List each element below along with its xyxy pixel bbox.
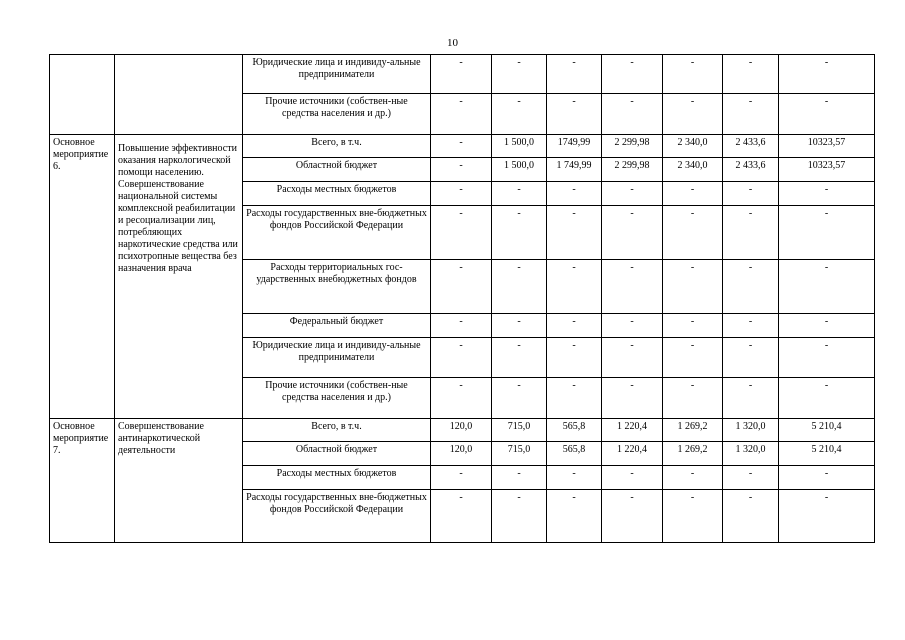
value-cell: - (431, 314, 492, 338)
value-cell: - (547, 466, 602, 490)
value-cell: 5 210,4 (779, 419, 875, 442)
value-cell: - (723, 94, 779, 135)
value-cell: 1 320,0 (723, 442, 779, 466)
value-cell: - (602, 94, 663, 135)
table-row (50, 419, 875, 442)
value-cell: - (723, 182, 779, 206)
value-cell: - (602, 490, 663, 543)
value-cell: - (547, 94, 602, 135)
value-cell: - (723, 314, 779, 338)
table-row (50, 55, 875, 94)
value-cell: - (779, 314, 875, 338)
value-cell: - (431, 158, 492, 182)
value-cell: - (547, 206, 602, 260)
value-cell: 1749,99 (547, 135, 602, 158)
value-cell: - (492, 490, 547, 543)
value-cell: 2 299,98 (602, 158, 663, 182)
funding-source: Юридические лица и индивиду-альные предприниматели (243, 55, 431, 94)
funding-source: Расходы местных бюджетов (243, 182, 431, 206)
value-cell: - (547, 55, 602, 94)
value-cell: - (547, 260, 602, 314)
value-cell: - (431, 182, 492, 206)
funding-source: Прочие источники (собствен-ные средства населения и др.) (243, 378, 431, 419)
value-cell: - (779, 338, 875, 378)
page-number: 10 (447, 37, 458, 49)
funding-source: Расходы местных бюджетов (243, 466, 431, 490)
funding-source: Всего, в т.ч. (243, 135, 431, 158)
value-cell: - (723, 260, 779, 314)
value-cell: - (779, 466, 875, 490)
value-cell: - (779, 378, 875, 419)
value-cell: 120,0 (431, 419, 492, 442)
measure-label: Основное мероприятие 6. (50, 135, 115, 419)
value-cell: - (431, 378, 492, 419)
value-cell: 2 340,0 (663, 158, 723, 182)
value-cell: 10323,57 (779, 158, 875, 182)
value-cell: - (663, 260, 723, 314)
value-cell: 565,8 (547, 442, 602, 466)
value-cell: - (431, 338, 492, 378)
value-cell: - (779, 182, 875, 206)
value-cell: - (492, 94, 547, 135)
value-cell: 2 433,6 (723, 158, 779, 182)
value-cell: - (492, 206, 547, 260)
value-cell: 1 269,2 (663, 419, 723, 442)
value-cell: - (663, 94, 723, 135)
value-cell: - (779, 94, 875, 135)
value-cell: - (431, 55, 492, 94)
value-cell: - (663, 55, 723, 94)
value-cell: - (723, 490, 779, 543)
value-cell: - (602, 206, 663, 260)
value-cell: - (492, 466, 547, 490)
value-cell: - (431, 260, 492, 314)
value-cell: - (602, 260, 663, 314)
value-cell: - (779, 55, 875, 94)
value-cell: - (723, 378, 779, 419)
value-cell: 715,0 (492, 419, 547, 442)
value-cell: - (602, 182, 663, 206)
value-cell: - (547, 314, 602, 338)
value-cell: 1 269,2 (663, 442, 723, 466)
value-cell: 565,8 (547, 419, 602, 442)
value-cell: 10323,57 (779, 135, 875, 158)
value-cell: - (547, 182, 602, 206)
value-cell: - (602, 55, 663, 94)
value-cell: - (663, 338, 723, 378)
value-cell: - (723, 466, 779, 490)
funding-source: Областной бюджет (243, 158, 431, 182)
value-cell: - (492, 338, 547, 378)
value-cell: - (431, 135, 492, 158)
value-cell: - (431, 94, 492, 135)
value-cell: - (663, 206, 723, 260)
funding-source: Прочие источники (собствен-ные средства населения и др.) (243, 94, 431, 135)
funding-source: Областной бюджет (243, 442, 431, 466)
value-cell: 2 299,98 (602, 135, 663, 158)
value-cell: 2 433,6 (723, 135, 779, 158)
measure-description: Совершенствование антинаркотической деятельности (115, 419, 243, 543)
value-cell: 1 500,0 (492, 158, 547, 182)
value-cell: 1 220,4 (602, 419, 663, 442)
value-cell: - (779, 206, 875, 260)
value-cell: - (492, 260, 547, 314)
value-cell: - (663, 466, 723, 490)
funding-source: Юридические лица и индивиду-альные предприниматели (243, 338, 431, 378)
value-cell: - (547, 338, 602, 378)
value-cell: 1 749,99 (547, 158, 602, 182)
value-cell: 5 210,4 (779, 442, 875, 466)
value-cell: - (492, 378, 547, 419)
value-cell: - (431, 466, 492, 490)
value-cell: 715,0 (492, 442, 547, 466)
value-cell: - (431, 206, 492, 260)
value-cell: - (663, 378, 723, 419)
funding-source: Федеральный бюджет (243, 314, 431, 338)
value-cell: - (492, 182, 547, 206)
value-cell: 1 220,4 (602, 442, 663, 466)
value-cell: - (431, 490, 492, 543)
funding-source: Всего, в т.ч. (243, 419, 431, 442)
table-row (50, 135, 875, 158)
value-cell: - (547, 378, 602, 419)
value-cell: - (779, 490, 875, 543)
value-cell: - (602, 378, 663, 419)
measure-description: Повышение эффективности оказания наркологической помощи населению. Совершенствование национальной системы комплексной реабилитации и ресоциализации лиц, потребляющих наркотические средства или психотропные вещества без назначения врача (115, 135, 243, 419)
value-cell: 120,0 (431, 442, 492, 466)
value-cell: 1 500,0 (492, 135, 547, 158)
funding-source: Расходы государственных вне-бюджетных фондов Российской Федерации (243, 206, 431, 260)
measure-label-cell (50, 55, 115, 135)
value-cell: - (492, 314, 547, 338)
value-cell: - (723, 55, 779, 94)
value-cell: - (663, 182, 723, 206)
measure-description-cell (115, 55, 243, 135)
value-cell: - (602, 338, 663, 378)
funding-source: Расходы территориальных гос-ударственных внебюджетных фондов (243, 260, 431, 314)
value-cell: 1 320,0 (723, 419, 779, 442)
budget-table (49, 54, 875, 543)
value-cell: - (547, 490, 602, 543)
value-cell: - (602, 466, 663, 490)
value-cell: - (723, 206, 779, 260)
value-cell: - (663, 490, 723, 543)
value-cell: - (602, 314, 663, 338)
value-cell: 2 340,0 (663, 135, 723, 158)
value-cell: - (492, 55, 547, 94)
measure-label: Основное мероприятие 7. (50, 419, 115, 543)
funding-source: Расходы государственных вне-бюджетных фондов Российской Федерации (243, 490, 431, 543)
value-cell: - (723, 338, 779, 378)
value-cell: - (663, 314, 723, 338)
value-cell: - (779, 260, 875, 314)
